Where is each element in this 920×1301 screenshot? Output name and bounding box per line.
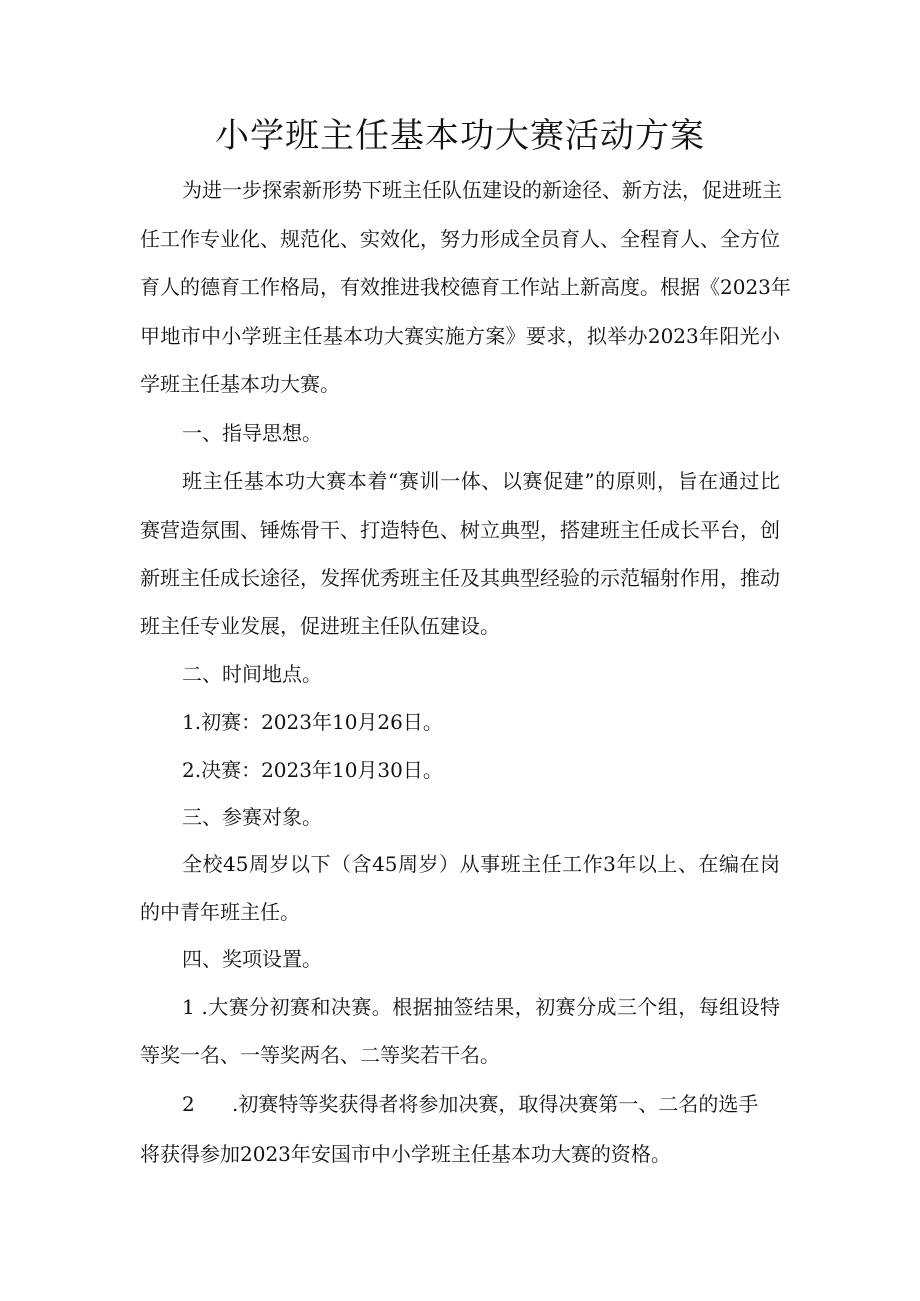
section4-item1-line-1: 1 .大赛分初赛和决赛。根据抽签结果，初赛分成三个组，每组设特 — [182, 995, 780, 1019]
section4-item2-number: 2 — [182, 1092, 195, 1116]
section1-line-2: 赛营造氛围、锤炼骨干、打造特色、树立典型，搭建班主任成长平台，创 — [140, 518, 780, 542]
section3-line-1: 全校45周岁以下（含45周岁）从事班主任工作3年以上、在编在岗 — [182, 852, 780, 876]
intro-line-5: 学班主任基本功大赛。 — [140, 372, 340, 396]
section-heading-guiding-principle: 一、指导思想。 — [182, 421, 322, 445]
intro-line-1: 为进一步探索新形势下班主任队伍建设的新途径、新方法，促进班主 — [182, 178, 782, 202]
section-heading-awards: 四、奖项设置。 — [182, 947, 322, 971]
section4-item1-line-2: 等奖一名、一等奖两名、二等奖若干名。 — [140, 1043, 500, 1067]
section3-line-2: 的中青年班主任。 — [140, 900, 300, 924]
document-title: 小学班主任基本功大赛活动方案 — [215, 116, 705, 156]
section-heading-time-place: 二、时间地点。 — [182, 662, 322, 686]
section1-line-4: 班主任专业发展，促进班主任队伍建设。 — [140, 614, 500, 638]
intro-line-2: 任工作专业化、规范化、实效化，努力形成全员育人、全程育人、全方位 — [140, 227, 780, 251]
section4-item2-line-1: .初赛特等奖获得者将参加决赛，取得决赛第一、二名的选手 — [232, 1092, 759, 1116]
section2-item-preliminary: 1.初赛：2023年10月26日。 — [182, 710, 443, 734]
section-heading-participants: 三、参赛对象。 — [182, 805, 322, 829]
intro-line-4: 甲地市中小学班主任基本功大赛实施方案》要求，拟举办2023年阳光小 — [140, 324, 780, 348]
section1-line-3: 新班主任成长途径，发挥优秀班主任及其典型经验的示范辐射作用，推动 — [140, 566, 780, 590]
section1-line-1: 班主任基本功大赛本着“赛训一体、以赛促建”的原则，旨在通过比 — [182, 469, 780, 493]
intro-line-3: 育人的德育工作格局，有效推进我校德育工作站上新高度。根据《2023年 — [140, 275, 791, 299]
section2-item-final: 2.决赛：2023年10月30日。 — [182, 758, 443, 782]
section4-item2-line-2: 将获得参加2023年安国市中小学班主任基本功大赛的资格。 — [140, 1142, 671, 1166]
